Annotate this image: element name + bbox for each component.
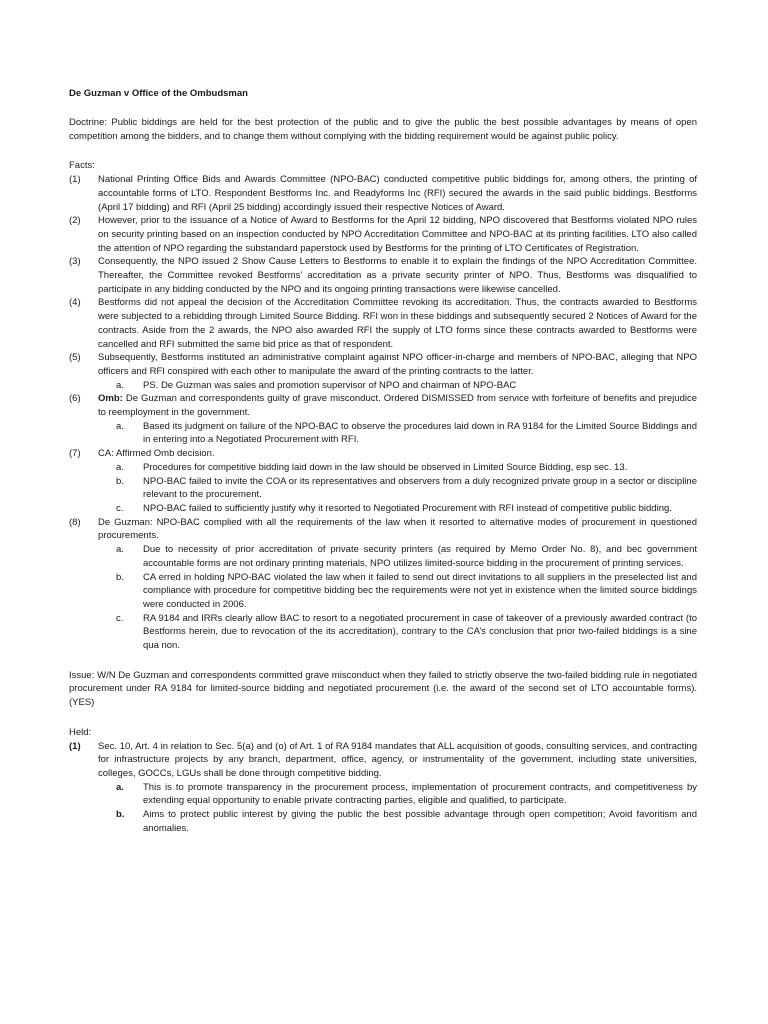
item-number: (5) — [69, 352, 81, 364]
item-text: Sec. 10, Art. 4 in relation to Sec. 5(a) and (o) of Art. 1 of RA 9184 mandates that ALL acquisition of goods, consulting services, and contracting for infrastructure projects by any branch, department, office, agency, or instrumentality of the government, including state universities, colleges, GOCCs, LGUs shall be done through competitive bidding. — [98, 740, 697, 779]
sub-item-text: Aims to protect public interest by giving the public the best possible advantage through open competition; Avoid favoritism and anomalies. — [143, 809, 697, 834]
held-item — [69, 740, 697, 836]
item-text: Bestforms did not appeal the decision of the Accreditation Committee revoking its accreditation. Thus, the contracts awarded to Bestforms were subjected to a rebidding through Limited Source Bidding. RFI won in these biddings and subsequently secured 2 Notices of Award for the contracts. Aside from the 2 awards, the NPO also awarded RFI the supply of LTO forms since these contracts awarded to Bestforms were cancelled and RFI submitted the same bid price as that of respondent. — [98, 297, 697, 350]
sub-item — [98, 379, 697, 393]
sub-item — [98, 420, 697, 447]
sub-list — [98, 420, 697, 447]
held-list — [69, 740, 697, 836]
sub-list — [98, 461, 697, 516]
facts-item — [69, 516, 697, 653]
facts-item — [69, 351, 697, 392]
document-page — [69, 87, 697, 835]
sub-item-text: NPO-BAC failed to invite the COA or its representatives and observers from a duly recognized private group in a sector or discipline relevant to the procurement. — [143, 475, 697, 501]
item-number: (6) — [69, 393, 81, 405]
item-number: (8) — [69, 516, 81, 528]
held-label: Held: — [69, 726, 92, 738]
item-text: CA: Affirmed Omb decision. — [98, 448, 215, 460]
sub-item-text: NPO-BAC failed to sufficiently justify why it resorted to Negotiated Procurement with RFI instead of competitive public bidding. — [143, 502, 672, 514]
sub-item — [98, 808, 697, 835]
sub-item-letter: c. — [116, 502, 124, 514]
item-number: (4) — [69, 297, 81, 309]
item-number: (3) — [69, 256, 81, 268]
sub-item-letter: a. — [116, 461, 124, 473]
sub-item-text: Due to necessity of prior accreditation of private security printers (as required by Memo Order No. 8), and bec government accountable forms are not ordinary printing materials, NPO utilizes limited-source bidding in the procurement of printing services. — [143, 544, 697, 569]
facts-item — [69, 296, 697, 351]
item-number: (7) — [69, 448, 81, 460]
sub-item — [98, 571, 697, 612]
facts-item — [69, 173, 697, 214]
item-text: Subsequently, Bestforms instituted an administrative complaint against NPO officer-in-charge and members of NPO-BAC, alleging that NPO officers and RFI conspired with each other to manipulate the award of the printing contracts to the latter. — [98, 352, 697, 377]
sub-item-text: CA erred in holding NPO-BAC violated the law when it failed to send out direct invitations to all suppliers in the preselected list and compliance with procedure for competitive bidding bec the requirements were not yet in existence when the limited source biddings were conducted in 2006. — [143, 571, 697, 610]
sub-item-text: Based its judgment on failure of the NPO-BAC to observe the procedures laid down in RA 9184 for the Limited Source Biddings and in entering into a Negotiated Procurement with RFI. — [143, 420, 697, 446]
item-number: (1) — [69, 174, 81, 186]
facts-item — [69, 255, 697, 296]
sub-item-letter: a. — [116, 781, 124, 793]
item-text: De Guzman and correspondents guilty of grave misconduct. Ordered DISMISSED from service with forfeiture of benefits and prejudice to reemployment in the government. — [98, 393, 697, 419]
item-number: (1) — [69, 740, 81, 752]
sub-item — [98, 781, 697, 808]
facts-label: Facts: — [69, 160, 95, 172]
document-title: De Guzman v Office of the Ombudsman — [69, 88, 248, 99]
sub-item-letter: a. — [116, 420, 124, 432]
sub-item-text: RA 9184 and IRRs clearly allow BAC to resort to a negotiated procurement in case of takeover of a previously awarded contract (to Bestforms herein, due to revocation of the its accreditation), contrary to the CA’s conclusion that prior two-failed biddings is a sine qua non. — [143, 612, 697, 652]
sub-item-text: Procedures for competitive bidding laid down in the law should be observed in Limited Source Bidding, esp sec. 13. — [143, 461, 628, 473]
sub-item-letter: a. — [116, 379, 124, 391]
sub-item — [98, 502, 697, 516]
sub-item-letter: a. — [116, 544, 124, 556]
sub-item — [98, 461, 697, 475]
sub-item-letter: b. — [116, 809, 125, 821]
sub-list — [98, 543, 697, 653]
item-text: However, prior to the issuance of a Notice of Award to Bestforms for the April 12 bidding, NPO discovered that Bestforms violated NPO rules on security printing based on an inspection conducted by NPO Accreditation Committee and NPO-BAC at its printing facilities. LTO also called the attention of NPO regarding the substandard paperstock used by Bestforms for the printing of LTO Certificates of Registration. — [98, 215, 697, 254]
sub-item-letter: b. — [116, 475, 124, 487]
sub-list — [98, 781, 697, 836]
facts-item — [69, 214, 697, 255]
sub-item-letter: c. — [116, 612, 124, 624]
doctrine-paragraph: Doctrine: Public biddings are held for the best protection of the public and to give the public the best possible advantages by means of open competition among the bidders, and to change them without complying with the bidding requirement would be against public policy. — [69, 117, 697, 142]
item-text: Consequently, the NPO issued 2 Show Cause Letters to Bestforms to enable it to explain the findings of the NPO Accreditation Committee. Thereafter, the Committee revoked Bestforms’ accreditation as a private security printer of NPO. Thus, Bestforms was disqualified to participate in any bidding conducted by the NPO and its ongoing printing transactions were likewise cancelled. — [98, 256, 697, 295]
item-text: National Printing Office Bids and Awards Committee (NPO-BAC) conducted competitive public biddings for, among others, the printing of accountable forms of LTO. Respondent Bestforms Inc. and Readyforms Inc (RFI) secured the awards in the said public biddings. Bestforms (April 17 bidding) and RFI (April 25 bidding) accordingly issued their respective Notices of Award. — [98, 174, 697, 213]
facts-item — [69, 392, 697, 447]
sub-item-letter: b. — [116, 571, 124, 583]
facts-list — [69, 173, 697, 653]
item-number: (2) — [69, 215, 81, 227]
facts-item — [69, 447, 697, 516]
sub-list — [98, 379, 697, 393]
sub-item-text: This is to promote transparency in the procurement process, implementation of procurement contracts, and competitiveness by extending equal opportunity to enable private contracting parties, eligible and qualified, to participate. — [143, 781, 697, 807]
sub-item — [98, 612, 697, 653]
item-lead: Omb: — [98, 393, 123, 405]
sub-item-text: PS. De Guzman was sales and promotion supervisor of NPO and chairman of NPO-BAC — [143, 379, 517, 391]
issue-paragraph: Issue: W/N De Guzman and correspondents committed grave misconduct when they failed to strictly observe the two-failed bidding rule in negotiated procurement under RA 9184 for limited-source bidding and negotiated procurement (i.e. the award of the second set of LTO accountable forms). (YES) — [69, 669, 697, 709]
item-text: De Guzman: NPO-BAC complied with all the requirements of the law when it resorted to alternative modes of procurement in questioned procurements. — [98, 516, 697, 542]
sub-item — [98, 475, 697, 502]
sub-item — [98, 543, 697, 570]
